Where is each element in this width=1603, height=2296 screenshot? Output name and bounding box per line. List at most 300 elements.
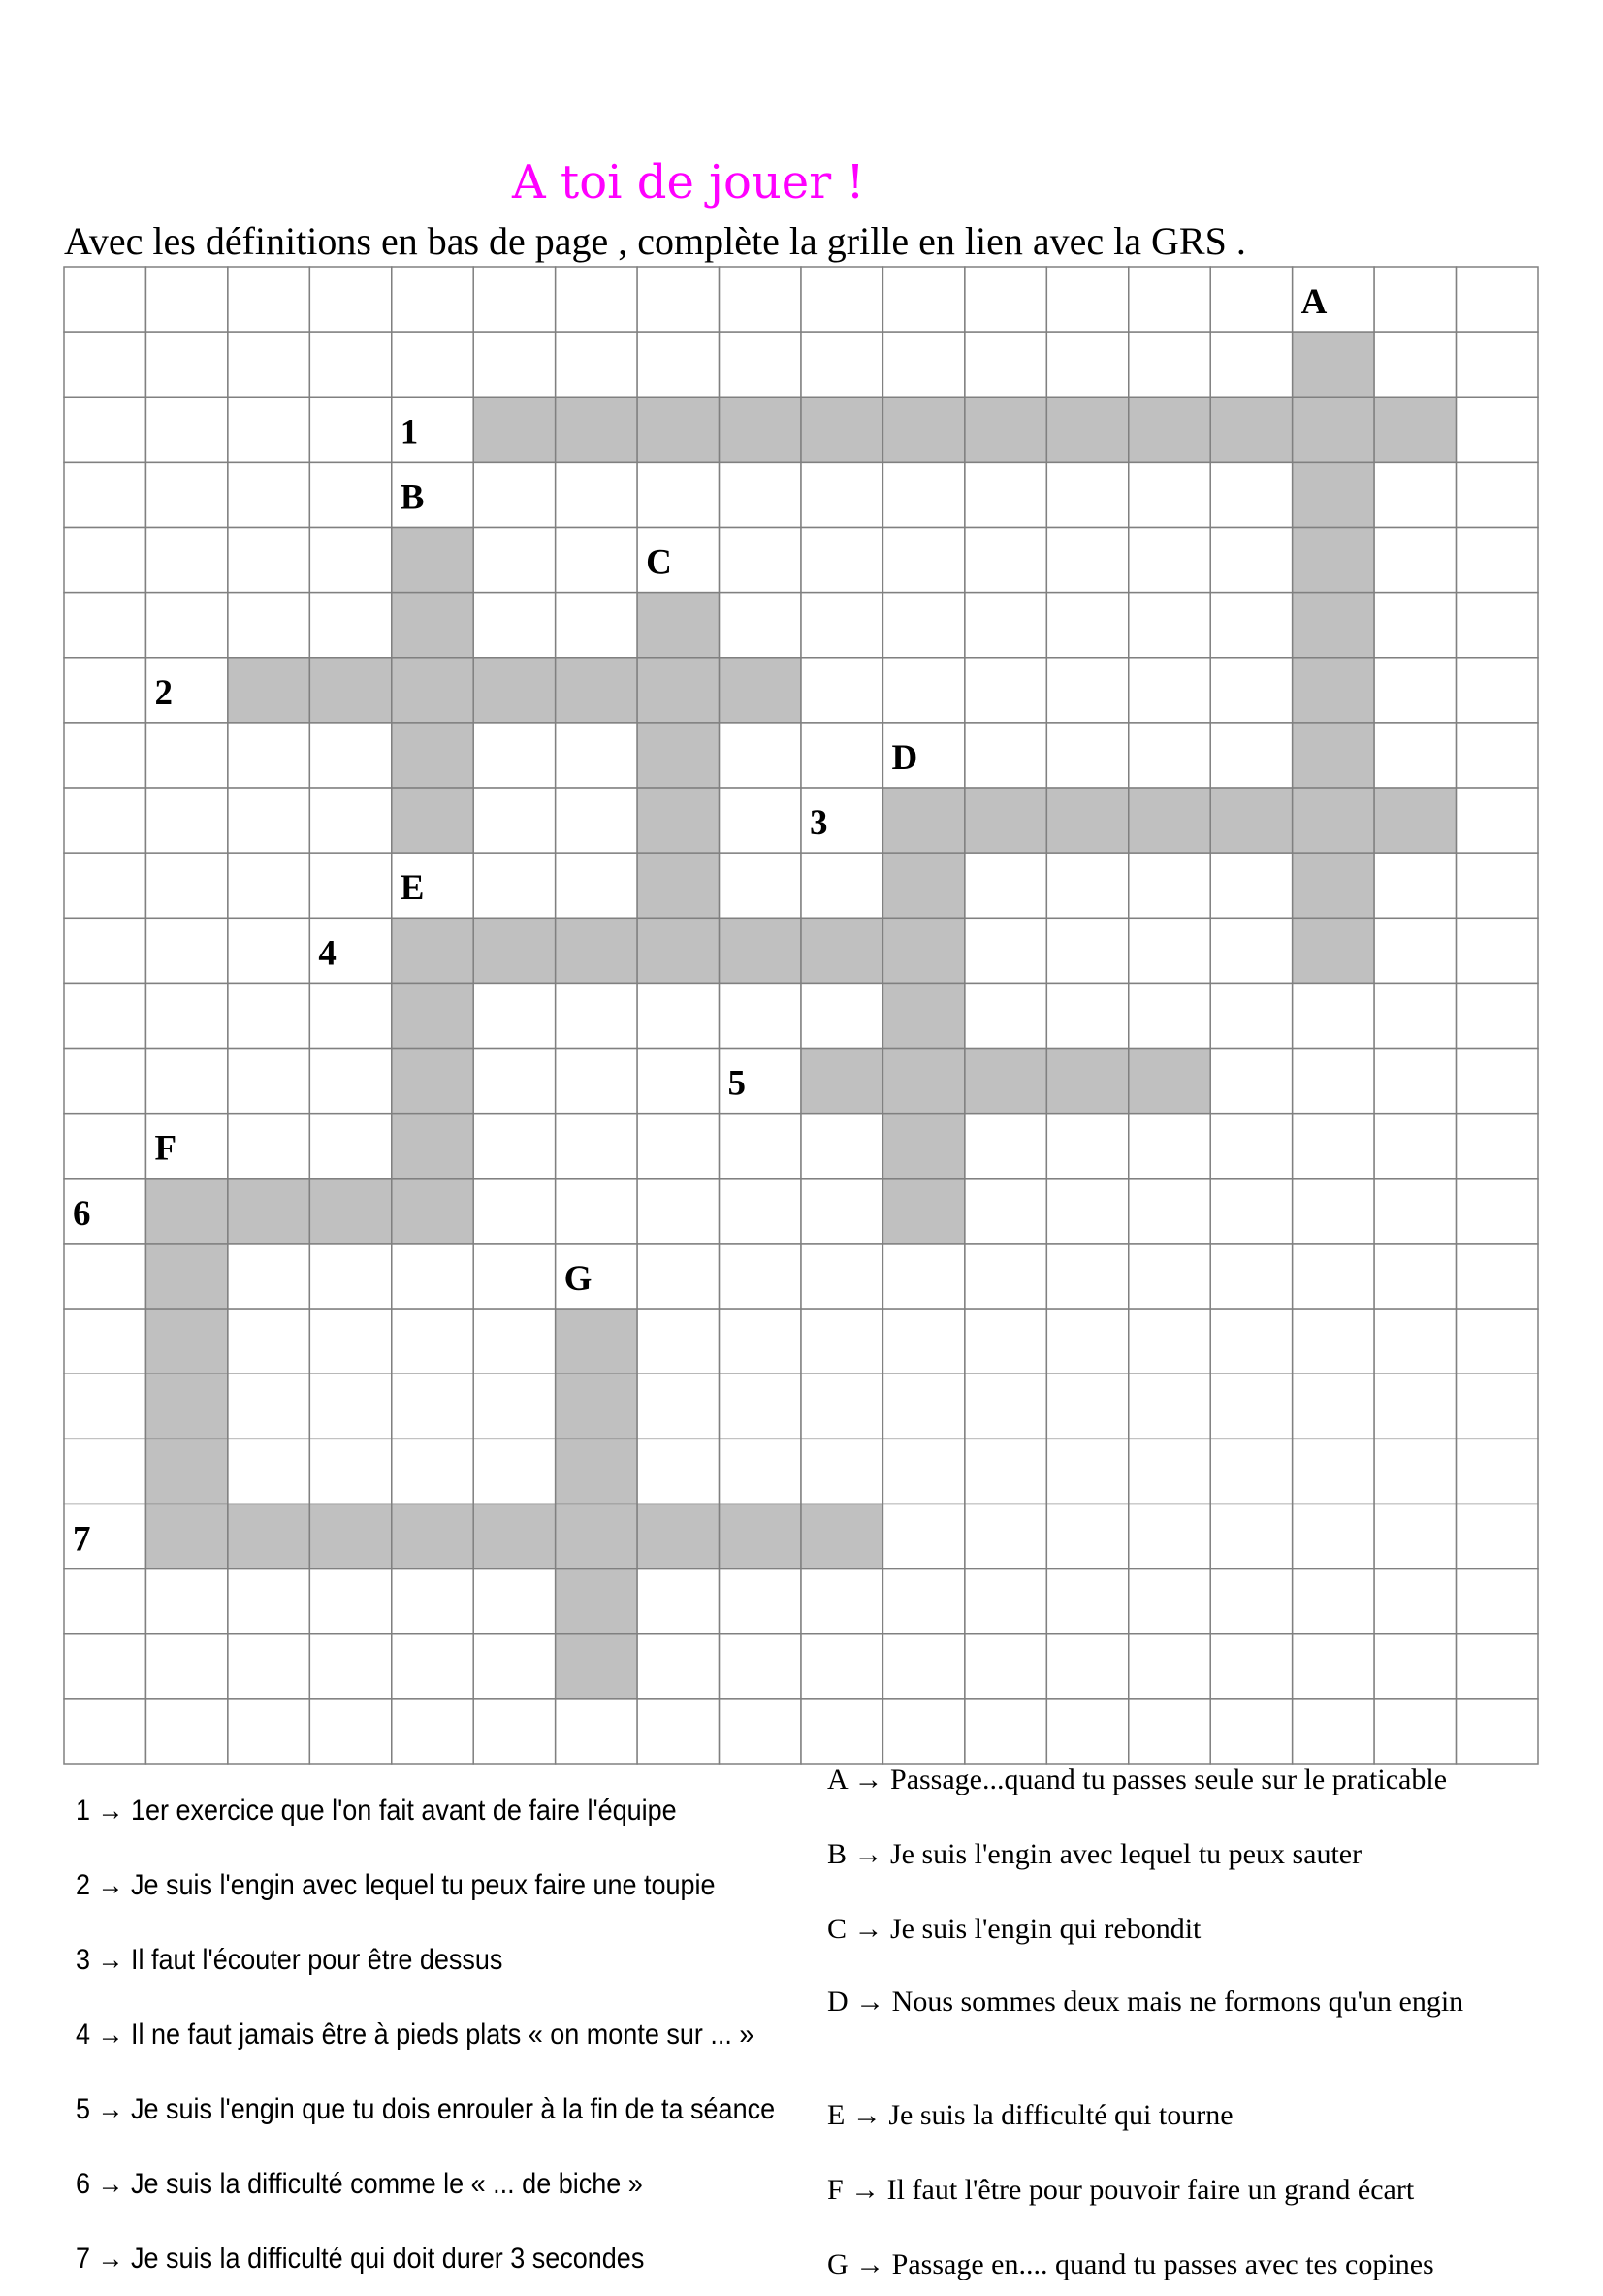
- answer-cell[interactable]: [556, 1569, 637, 1634]
- grid-cell: [882, 1504, 964, 1568]
- grid-cell: [1210, 528, 1292, 593]
- grid-cell: [965, 1504, 1046, 1568]
- grid-cell: [1293, 1634, 1374, 1699]
- clue-4-text: 4 → Il ne faut jamais être à pieds plats « on monte sur ... »: [76, 2018, 754, 2051]
- grid-cell: [637, 1244, 719, 1309]
- answer-cell[interactable]: [392, 1179, 473, 1244]
- answer-cell[interactable]: [1210, 397, 1292, 462]
- clue-e: E → Je suis la difficulté qui tourne: [827, 2099, 1234, 2131]
- answer-cell[interactable]: [392, 528, 473, 593]
- answer-cell[interactable]: [882, 1049, 964, 1114]
- grid-cell: [965, 658, 1046, 723]
- answer-cell[interactable]: [145, 1374, 227, 1439]
- grid-cell: [801, 1179, 882, 1244]
- grid-cell: [965, 1634, 1046, 1699]
- grid-cell: [882, 332, 964, 397]
- grid-cell: [228, 788, 309, 853]
- grid-cell: [882, 1699, 964, 1764]
- answer-cell[interactable]: [556, 1634, 637, 1699]
- clue-5: [76, 2072, 776, 2147]
- answer-cell[interactable]: [1293, 462, 1374, 527]
- grid-cell: [801, 462, 882, 527]
- grid-cell: [1457, 658, 1538, 723]
- answer-cell[interactable]: [473, 397, 555, 462]
- grid-cell: [145, 983, 227, 1048]
- grid-cell: [64, 593, 145, 658]
- answer-cell[interactable]: [473, 658, 555, 723]
- answer-cell[interactable]: [1293, 593, 1374, 658]
- grid-cell: [801, 593, 882, 658]
- clue-5-text: 5 → Je suis l'engin que tu dois enrouler à la fin de ta séance: [76, 2092, 776, 2125]
- grid-cell: [309, 462, 391, 527]
- grid-cell: [1374, 1569, 1456, 1634]
- answer-cell[interactable]: [145, 1439, 227, 1504]
- grid-cell: [1129, 1309, 1210, 1374]
- grid-cell: [1374, 1309, 1456, 1374]
- answer-cell[interactable]: [637, 723, 719, 788]
- grid-cell: [801, 1634, 882, 1699]
- grid-cell: [473, 1699, 555, 1764]
- grid-cell: [1457, 1699, 1538, 1764]
- answer-cell[interactable]: [392, 593, 473, 658]
- grid-cell: [1374, 332, 1456, 397]
- answer-cell[interactable]: [392, 788, 473, 853]
- grid-cell: [1046, 1699, 1128, 1764]
- grid-cell: [1374, 593, 1456, 658]
- grid-cell: [473, 593, 555, 658]
- grid-cell: [1129, 1179, 1210, 1244]
- answer-cell[interactable]: [637, 593, 719, 658]
- cell-label-1: 1: [400, 412, 419, 453]
- answer-cell[interactable]: [309, 1179, 391, 1244]
- cell-label-2: 2: [154, 672, 173, 713]
- answer-cell[interactable]: [473, 918, 555, 983]
- clue-g: G → Passage en.... quand tu passes avec tes copines: [827, 2248, 1434, 2280]
- grid-cell: [145, 462, 227, 527]
- grid-cell: [1374, 528, 1456, 593]
- grid-cell: [1046, 1439, 1128, 1504]
- grid-cell: [720, 1114, 801, 1179]
- answer-cell[interactable]: [392, 1504, 473, 1568]
- grid-cell: [965, 1309, 1046, 1374]
- answer-cell[interactable]: [1129, 397, 1210, 462]
- grid-cell: [801, 1374, 882, 1439]
- answer-cell[interactable]: [556, 397, 637, 462]
- grid-cell: [1210, 332, 1292, 397]
- clue-7-text: 7 → Je suis la difficulté qui doit durer 3 secondes: [76, 2242, 645, 2275]
- grid-cell: [1457, 1179, 1538, 1244]
- answer-cell[interactable]: [637, 788, 719, 853]
- grid-cell: [309, 1244, 391, 1309]
- grid-cell: [228, 1439, 309, 1504]
- grid-cell: [801, 983, 882, 1048]
- grid-cell: [1293, 1699, 1374, 1764]
- grid-cell: [1046, 1504, 1128, 1568]
- grid-cell: [720, 593, 801, 658]
- answer-cell[interactable]: [309, 1504, 391, 1568]
- grid-cell: [882, 658, 964, 723]
- answer-cell[interactable]: [720, 658, 801, 723]
- grid-cell: [309, 1114, 391, 1179]
- grid-cell: [473, 1439, 555, 1504]
- grid-cell: [1293, 983, 1374, 1048]
- grid-cell: [720, 1439, 801, 1504]
- answer-cell[interactable]: [1293, 918, 1374, 983]
- answer-cell[interactable]: [637, 658, 719, 723]
- answer-cell[interactable]: [1293, 332, 1374, 397]
- grid-cell: [556, 462, 637, 527]
- grid-cell: [1129, 1504, 1210, 1568]
- answer-cell[interactable]: [1046, 397, 1128, 462]
- grid-cell: [228, 528, 309, 593]
- answer-cell[interactable]: [965, 1049, 1046, 1114]
- grid-cell: [64, 918, 145, 983]
- answer-cell[interactable]: [556, 918, 637, 983]
- grid-cell: [1210, 1244, 1292, 1309]
- grid-cell: [392, 1699, 473, 1764]
- answer-cell[interactable]: [556, 1374, 637, 1439]
- grid-cell: [1129, 528, 1210, 593]
- grid-cell: [556, 267, 637, 332]
- grid-cell: [228, 1309, 309, 1374]
- grid-cell: [1210, 1569, 1292, 1634]
- grid-cell: [1457, 1504, 1538, 1568]
- grid-cell: [392, 1244, 473, 1309]
- grid-cell: [145, 397, 227, 462]
- grid-cell: [556, 788, 637, 853]
- grid-cell: [1374, 853, 1456, 918]
- grid-cell: [1210, 918, 1292, 983]
- grid-cell: [473, 1374, 555, 1439]
- clue-3-text: 3 → Il faut l'écouter pour être dessus: [76, 1943, 503, 1976]
- grid-cell: [1129, 1634, 1210, 1699]
- grid-cell: [1457, 723, 1538, 788]
- clue-6: [76, 2147, 739, 2221]
- grid-cell: [965, 1374, 1046, 1439]
- grid-cell: [392, 267, 473, 332]
- crossword-svg: [63, 266, 1539, 1765]
- grid-cell: [228, 593, 309, 658]
- grid-cell: [145, 723, 227, 788]
- answer-cell[interactable]: [145, 1244, 227, 1309]
- grid-cell: [309, 1569, 391, 1634]
- grid-cell: [1046, 1179, 1128, 1244]
- answer-cell[interactable]: [1129, 788, 1210, 853]
- grid-cell: [1129, 462, 1210, 527]
- grid-cell: [145, 788, 227, 853]
- grid-cell: [473, 723, 555, 788]
- grid-cell: [64, 397, 145, 462]
- grid-cell: [720, 1179, 801, 1244]
- grid-cell: [228, 1244, 309, 1309]
- answer-cell[interactable]: [392, 1114, 473, 1179]
- grid-cell: [64, 1439, 145, 1504]
- grid-cell: [392, 1569, 473, 1634]
- clue-6-text: 6 → Je suis la difficulté comme le « ... de biche »: [76, 2167, 643, 2200]
- answer-cell[interactable]: [882, 1179, 964, 1244]
- grid-cell: [1046, 1244, 1128, 1309]
- grid-cell: [801, 1699, 882, 1764]
- grid-cell: [64, 1569, 145, 1634]
- grid-cell: [965, 983, 1046, 1048]
- grid-cell: [1457, 1244, 1538, 1309]
- grid-cell: [801, 267, 882, 332]
- grid-cell: [882, 267, 964, 332]
- grid-cell: [637, 1374, 719, 1439]
- grid-cell: [392, 1374, 473, 1439]
- grid-cell: [1210, 983, 1292, 1048]
- answer-cell[interactable]: [228, 1179, 309, 1244]
- grid-cell: [556, 853, 637, 918]
- answer-cell[interactable]: [720, 397, 801, 462]
- grid-cell: [392, 1309, 473, 1374]
- grid-cell: [309, 788, 391, 853]
- grid-cell: [64, 1634, 145, 1699]
- grid-cell: [1210, 1179, 1292, 1244]
- answer-cell[interactable]: [145, 1504, 227, 1568]
- answer-cell[interactable]: [720, 1504, 801, 1568]
- grid-cell: [145, 267, 227, 332]
- answer-cell[interactable]: [145, 1179, 227, 1244]
- clue-2: [76, 1848, 739, 1923]
- grid-cell: [720, 528, 801, 593]
- grid-cell: [309, 332, 391, 397]
- grid-cell: [145, 1569, 227, 1634]
- answer-cell[interactable]: [882, 918, 964, 983]
- grid-cell: [720, 332, 801, 397]
- grid-cell: [1046, 918, 1128, 983]
- answer-cell[interactable]: [556, 1309, 637, 1374]
- grid-cell: [556, 1699, 637, 1764]
- grid-cell: [1210, 267, 1292, 332]
- grid-cell: [556, 1049, 637, 1114]
- grid-cell: [965, 1179, 1046, 1244]
- grid-cell: [801, 1309, 882, 1374]
- grid-cell: [1293, 1569, 1374, 1634]
- answer-cell[interactable]: [392, 658, 473, 723]
- answer-cell[interactable]: [882, 397, 964, 462]
- grid-cell: [1210, 1504, 1292, 1568]
- grid-cell: [64, 528, 145, 593]
- grid-cell: [228, 267, 309, 332]
- answer-cell[interactable]: [882, 853, 964, 918]
- grid-cell: [1046, 1569, 1128, 1634]
- grid-cell: [1457, 593, 1538, 658]
- answer-cell[interactable]: [637, 853, 719, 918]
- answer-cell[interactable]: [882, 1114, 964, 1179]
- grid-cell: [556, 1179, 637, 1244]
- cell-label-7: 7: [73, 1519, 91, 1560]
- grid-cell: [1293, 1439, 1374, 1504]
- grid-cell: [720, 788, 801, 853]
- grid-cell: [309, 1049, 391, 1114]
- grid-cell: [965, 332, 1046, 397]
- answer-cell[interactable]: [392, 723, 473, 788]
- grid-cell: [145, 593, 227, 658]
- answer-cell[interactable]: [965, 788, 1046, 853]
- clue-7: [76, 2221, 739, 2296]
- grid-cell: [965, 1439, 1046, 1504]
- cell-label-c: C: [646, 542, 672, 583]
- grid-cell: [1129, 267, 1210, 332]
- grid-cell: [1293, 1309, 1374, 1374]
- grid-cell: [801, 853, 882, 918]
- grid-cell: [228, 723, 309, 788]
- answer-cell[interactable]: [1210, 788, 1292, 853]
- answer-cell[interactable]: [392, 918, 473, 983]
- grid-cell: [309, 267, 391, 332]
- grid-cell: [64, 1114, 145, 1179]
- grid-cell: [473, 1244, 555, 1309]
- grid-cell: [64, 1049, 145, 1114]
- grid-cell: [473, 1569, 555, 1634]
- grid-cell: [473, 1049, 555, 1114]
- grid-cell: [556, 528, 637, 593]
- answer-cell[interactable]: [473, 1504, 555, 1568]
- grid-cell: [1293, 1374, 1374, 1439]
- grid-cell: [965, 918, 1046, 983]
- answer-cell[interactable]: [556, 1504, 637, 1568]
- grid-cell: [1374, 918, 1456, 983]
- grid-cell: [882, 1374, 964, 1439]
- grid-cell: [64, 462, 145, 527]
- grid-cell: [965, 528, 1046, 593]
- page-title: A toi de jouer !: [512, 155, 865, 210]
- grid-cell: [637, 462, 719, 527]
- grid-cell: [882, 1309, 964, 1374]
- grid-cell: [720, 267, 801, 332]
- answer-cell[interactable]: [637, 918, 719, 983]
- grid-cell: [1046, 1114, 1128, 1179]
- clue-2-text: 2 → Je suis l'engin avec lequel tu peux faire une toupie: [76, 1868, 716, 1901]
- grid-cell: [228, 853, 309, 918]
- answer-cell[interactable]: [392, 983, 473, 1048]
- grid-cell: [1210, 853, 1292, 918]
- grid-cell: [145, 332, 227, 397]
- answer-cell[interactable]: [228, 1504, 309, 1568]
- grid-cell: [392, 332, 473, 397]
- clue-d: D → Nous sommes deux mais ne formons qu'un engin: [827, 1986, 1464, 2018]
- answer-cell[interactable]: [801, 918, 882, 983]
- grid-cell: [64, 658, 145, 723]
- answer-cell[interactable]: [1129, 1049, 1210, 1114]
- grid-cell: [1129, 1569, 1210, 1634]
- answer-cell[interactable]: [1293, 723, 1374, 788]
- grid-cell: [1293, 1244, 1374, 1309]
- answer-cell[interactable]: [1374, 397, 1456, 462]
- grid-cell: [1457, 788, 1538, 853]
- grid-cell: [720, 1309, 801, 1374]
- answer-cell[interactable]: [1293, 528, 1374, 593]
- grid-cell: [1129, 1699, 1210, 1764]
- grid-cell: [64, 788, 145, 853]
- grid-cell: [1046, 853, 1128, 918]
- answer-cell[interactable]: [637, 1504, 719, 1568]
- cell-label-4: 4: [318, 933, 337, 974]
- grid-cell: [1457, 853, 1538, 918]
- grid-cell: [965, 853, 1046, 918]
- answer-cell[interactable]: [801, 397, 882, 462]
- grid-cell: [228, 332, 309, 397]
- grid-cell: [965, 267, 1046, 332]
- grid-cell: [1374, 1504, 1456, 1568]
- grid-cell: [1457, 1374, 1538, 1439]
- grid-cell: [1210, 462, 1292, 527]
- grid-cell: [1457, 528, 1538, 593]
- answer-cell[interactable]: [882, 983, 964, 1048]
- grid-cell: [145, 1634, 227, 1699]
- answer-cell[interactable]: [1046, 788, 1128, 853]
- answer-cell[interactable]: [1293, 658, 1374, 723]
- grid-cell: [556, 332, 637, 397]
- grid-cell: [64, 1699, 145, 1764]
- grid-cell: [720, 723, 801, 788]
- grid-cell: [1046, 267, 1128, 332]
- answer-cell[interactable]: [392, 1049, 473, 1114]
- grid-cell: [473, 1179, 555, 1244]
- cell-label-5: 5: [727, 1063, 747, 1104]
- answer-cell[interactable]: [1293, 397, 1374, 462]
- answer-cell[interactable]: [1293, 853, 1374, 918]
- answer-cell[interactable]: [801, 1504, 882, 1568]
- answer-cell[interactable]: [145, 1309, 227, 1374]
- grid-cell: [1210, 1634, 1292, 1699]
- answer-cell[interactable]: [556, 658, 637, 723]
- grid-cell: [637, 267, 719, 332]
- grid-cell: [556, 1114, 637, 1179]
- grid-cell: [473, 1634, 555, 1699]
- grid-cell: [1046, 462, 1128, 527]
- grid-cell: [637, 1114, 719, 1179]
- grid-cell: [801, 1114, 882, 1179]
- grid-cell: [801, 528, 882, 593]
- answer-cell[interactable]: [882, 788, 964, 853]
- grid-cell: [228, 1634, 309, 1699]
- grid-cell: [309, 983, 391, 1048]
- grid-cell: [1046, 1634, 1128, 1699]
- instructions-text: Avec les définitions en bas de page , complète la grille en lien avec la GRS .: [64, 219, 1246, 263]
- grid-cell: [1046, 658, 1128, 723]
- grid-cell: [1046, 332, 1128, 397]
- answer-cell[interactable]: [965, 397, 1046, 462]
- grid-cell: [1129, 723, 1210, 788]
- answer-cell[interactable]: [720, 918, 801, 983]
- grid-cell: [1210, 1114, 1292, 1179]
- answer-cell[interactable]: [309, 658, 391, 723]
- answer-cell[interactable]: [1046, 1049, 1128, 1114]
- grid-cell: [1129, 1114, 1210, 1179]
- grid-cell: [720, 1244, 801, 1309]
- grid-cell: [1129, 1374, 1210, 1439]
- grid-cell: [228, 1569, 309, 1634]
- grid-cell: [1129, 1244, 1210, 1309]
- answer-cell[interactable]: [228, 658, 309, 723]
- grid-cell: [882, 1244, 964, 1309]
- grid-cell: [64, 1374, 145, 1439]
- answer-cell[interactable]: [801, 1049, 882, 1114]
- answer-cell[interactable]: [556, 1439, 637, 1504]
- grid-cell: [1374, 462, 1456, 527]
- grid-cell: [228, 1114, 309, 1179]
- answer-cell[interactable]: [637, 397, 719, 462]
- answer-cell[interactable]: [1374, 788, 1456, 853]
- grid-cell: [637, 1634, 719, 1699]
- grid-cell: [228, 1374, 309, 1439]
- answer-cell[interactable]: [1293, 788, 1374, 853]
- grid-cell: [720, 1569, 801, 1634]
- grid-cell: [1129, 332, 1210, 397]
- grid-cell: [145, 1699, 227, 1764]
